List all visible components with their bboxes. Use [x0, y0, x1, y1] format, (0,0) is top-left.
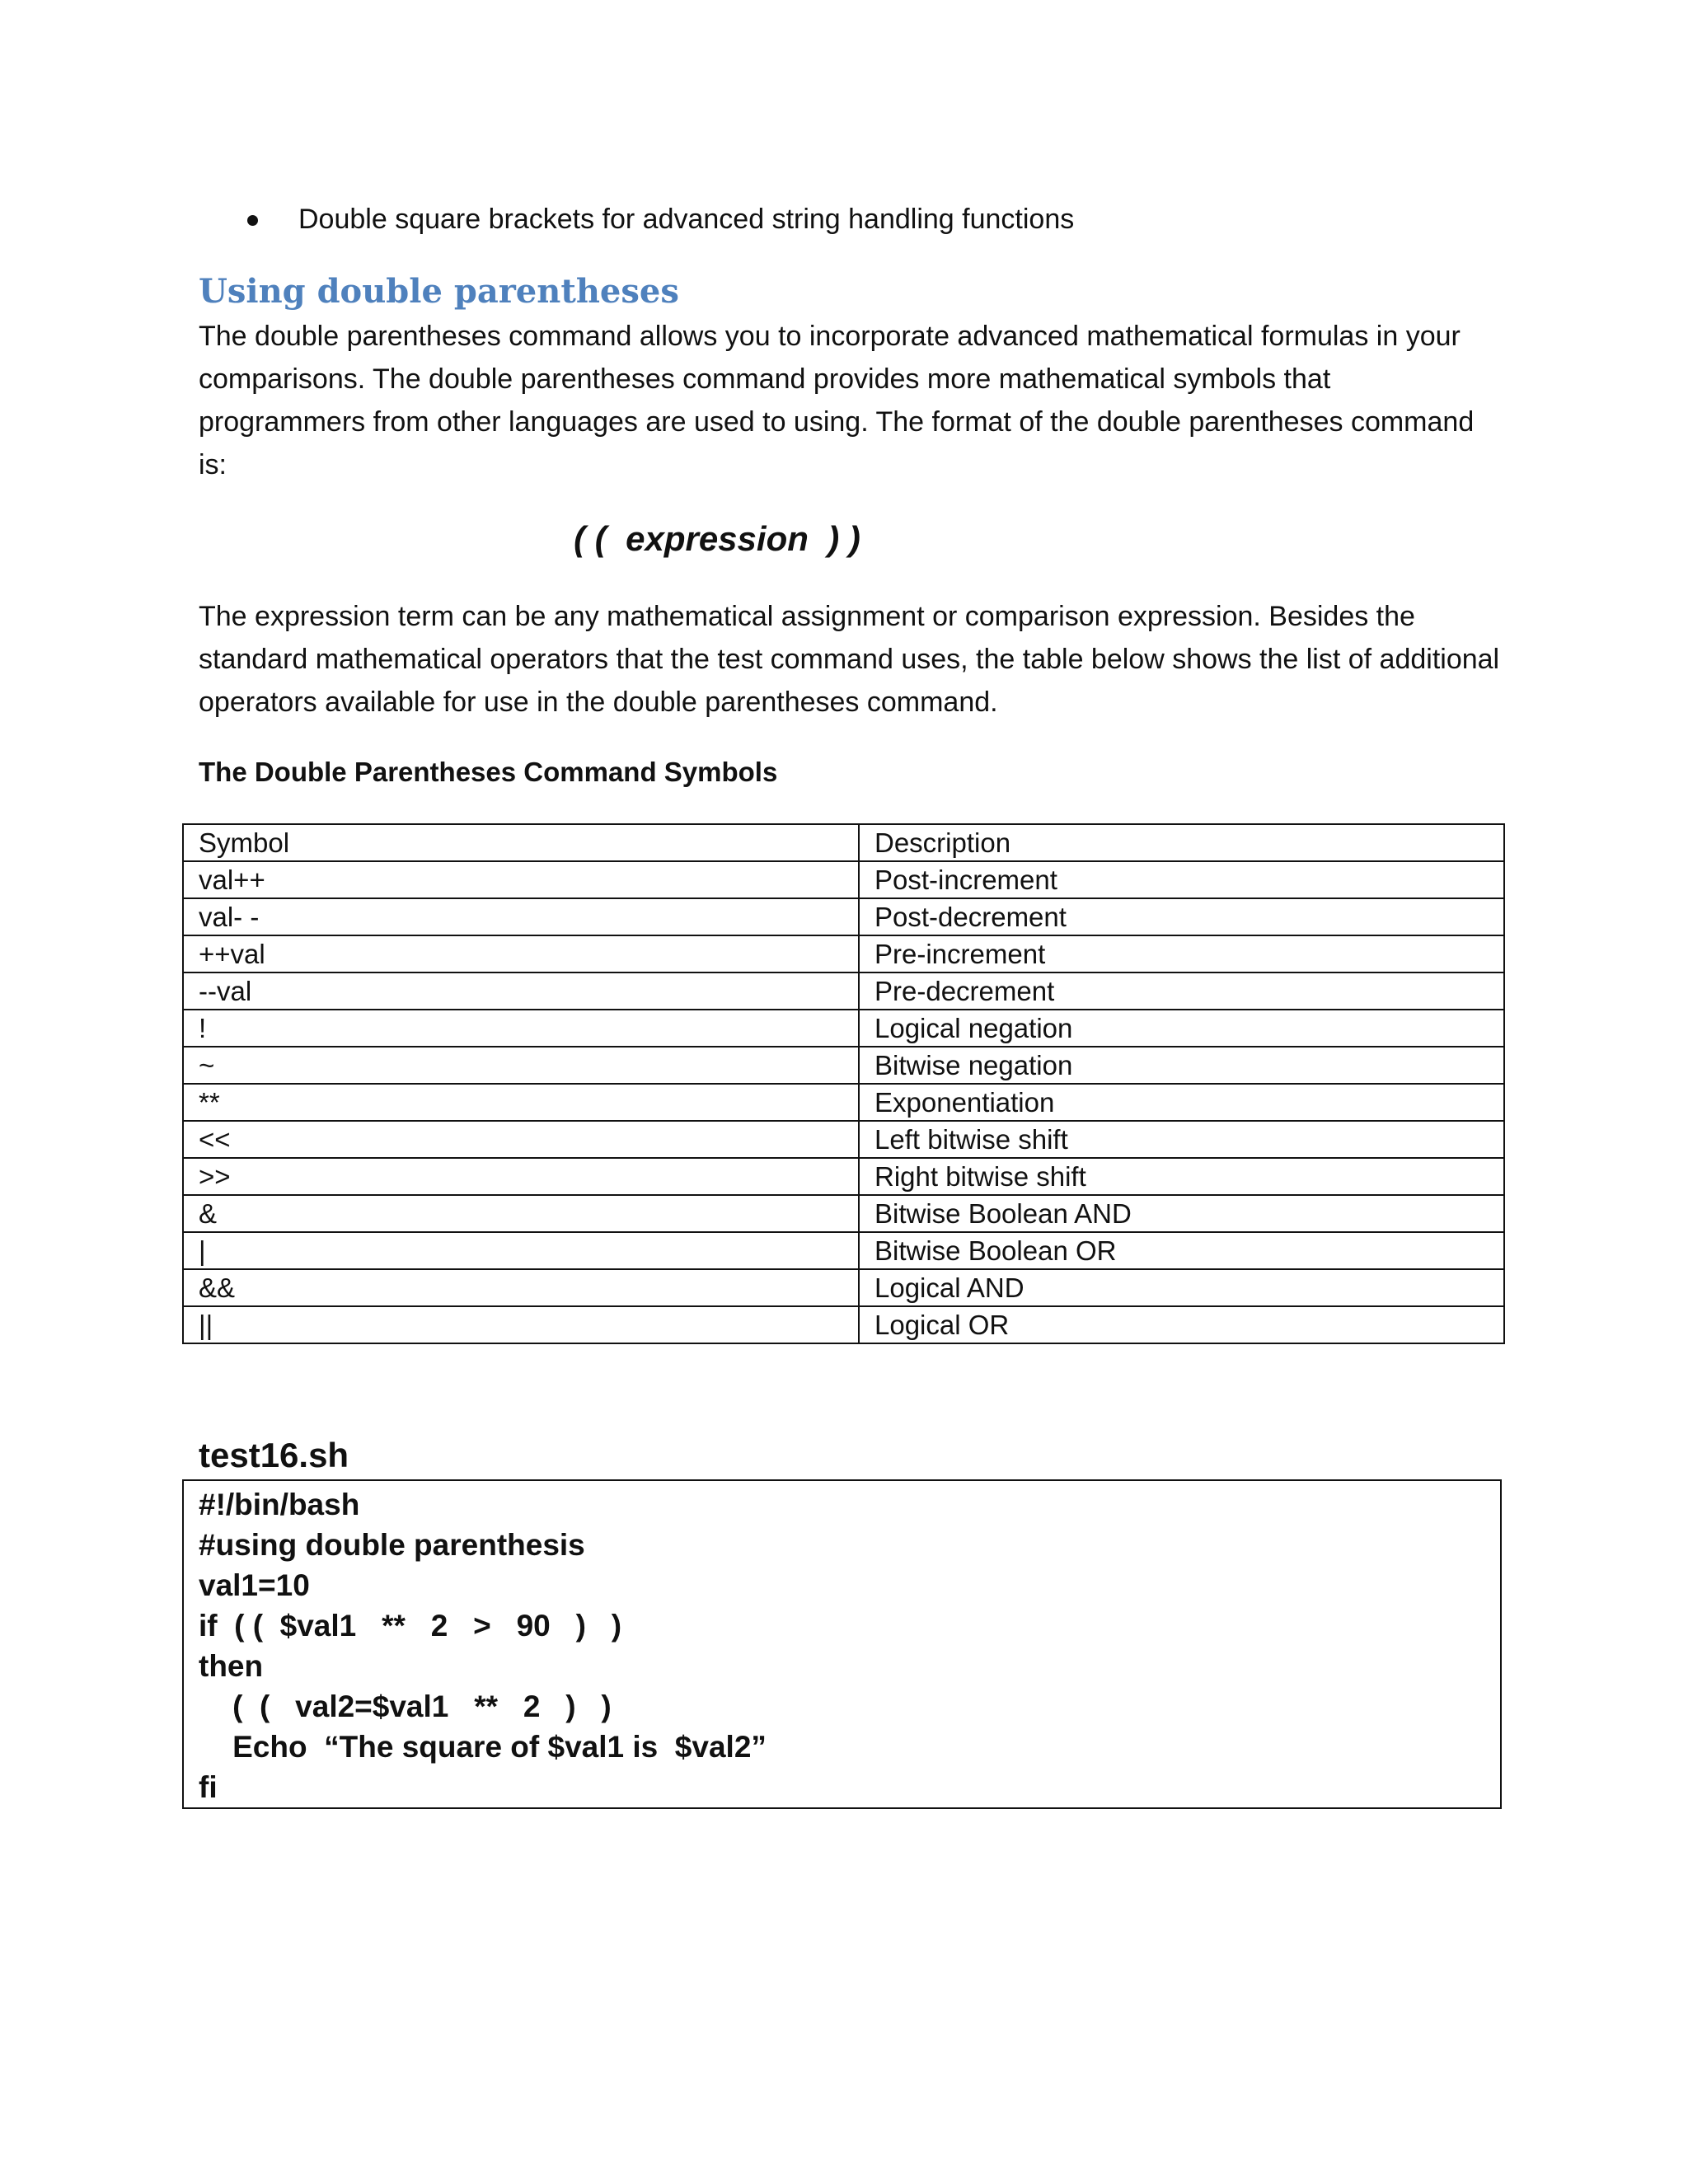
description-cell: Right bitwise shift: [859, 1158, 1504, 1195]
bullet-point-icon: [247, 215, 258, 226]
symbol-cell: val++: [183, 861, 859, 898]
code-block: [182, 1479, 1502, 1809]
symbol-cell: ||: [183, 1306, 859, 1343]
table-row: [183, 1084, 1504, 1121]
table-row: [183, 935, 1504, 972]
table-header-row: [183, 824, 1504, 861]
intro-paragraph: The double parentheses command allows you to incorporate advanced mathematical formulas in your comparisons. The double parentheses command provides more mathematical symbols that programmers from other languages are used to using. The format of the double parentheses command is:: [199, 321, 1475, 480]
table-row: [183, 1195, 1504, 1232]
description-cell: Pre-decrement: [859, 972, 1504, 1010]
description-cell: Exponentiation: [859, 1084, 1504, 1121]
description-cell: Logical AND: [859, 1269, 1504, 1306]
table-row: [183, 1010, 1504, 1047]
code-line: Echo “The square of $val1 is $val2”: [199, 1730, 767, 1764]
table-row: [183, 861, 1504, 898]
table-row: [183, 1269, 1504, 1306]
bullet-list: [246, 198, 1074, 241]
symbol-cell: ~: [183, 1047, 859, 1084]
description-cell: Logical negation: [859, 1010, 1504, 1047]
header-symbol: Symbol: [183, 824, 859, 861]
code-line: ( ( val2=$val1 ** 2 ) ): [199, 1690, 612, 1723]
description-cell: Logical OR: [859, 1306, 1504, 1343]
table-row: [183, 1121, 1504, 1158]
expression-paragraph: The expression term can be any mathematical assignment or comparison expression. Besides the standard mathematical operators that the test command uses, the table below shows the list of additional operators available for use in the double parentheses command.: [199, 601, 1500, 718]
symbol-cell: &: [183, 1195, 859, 1232]
symbol-cell: ++val: [183, 935, 859, 972]
description-cell: Left bitwise shift: [859, 1121, 1504, 1158]
code-line: #using double parenthesis: [199, 1528, 585, 1562]
symbol-cell: >>: [183, 1158, 859, 1195]
description-cell: Post-increment: [859, 861, 1504, 898]
code-line: val1=10: [199, 1568, 310, 1602]
table-caption: The Double Parentheses Command Symbols: [199, 757, 778, 787]
table-row: [183, 1232, 1504, 1269]
description-cell: Bitwise Boolean AND: [859, 1195, 1504, 1232]
description-cell: Post-decrement: [859, 898, 1504, 935]
code-line: #!/bin/bash: [199, 1488, 360, 1521]
code-line: then: [199, 1649, 264, 1683]
table-row: [183, 1158, 1504, 1195]
section-heading: Using double parentheses: [199, 272, 679, 311]
table-row: [183, 1306, 1504, 1343]
description-cell: Pre-increment: [859, 935, 1504, 972]
code-line: fi: [199, 1770, 218, 1804]
formula-expression: ( ( expression ) ): [574, 519, 860, 558]
symbol-cell: val- -: [183, 898, 859, 935]
symbol-cell: !: [183, 1010, 859, 1047]
symbols-table: [182, 823, 1505, 1344]
table-row: [183, 972, 1504, 1010]
symbol-cell: --val: [183, 972, 859, 1010]
symbol-cell: |: [183, 1232, 859, 1269]
list-item: [246, 198, 1074, 241]
symbol-cell: &&: [183, 1269, 859, 1306]
description-cell: Bitwise Boolean OR: [859, 1232, 1504, 1269]
bullet-text: Double square brackets for advanced string handling functions: [298, 204, 1075, 235]
script-title: test16.sh: [199, 1436, 349, 1474]
symbol-cell: **: [183, 1084, 859, 1121]
header-description: Description: [859, 824, 1504, 861]
table-row: [183, 898, 1504, 935]
symbol-cell: <<: [183, 1121, 859, 1158]
description-cell: Bitwise negation: [859, 1047, 1504, 1084]
code-line: if ( ( $val1 ** 2 > 90 ) ): [199, 1609, 622, 1643]
table-row: [183, 1047, 1504, 1084]
